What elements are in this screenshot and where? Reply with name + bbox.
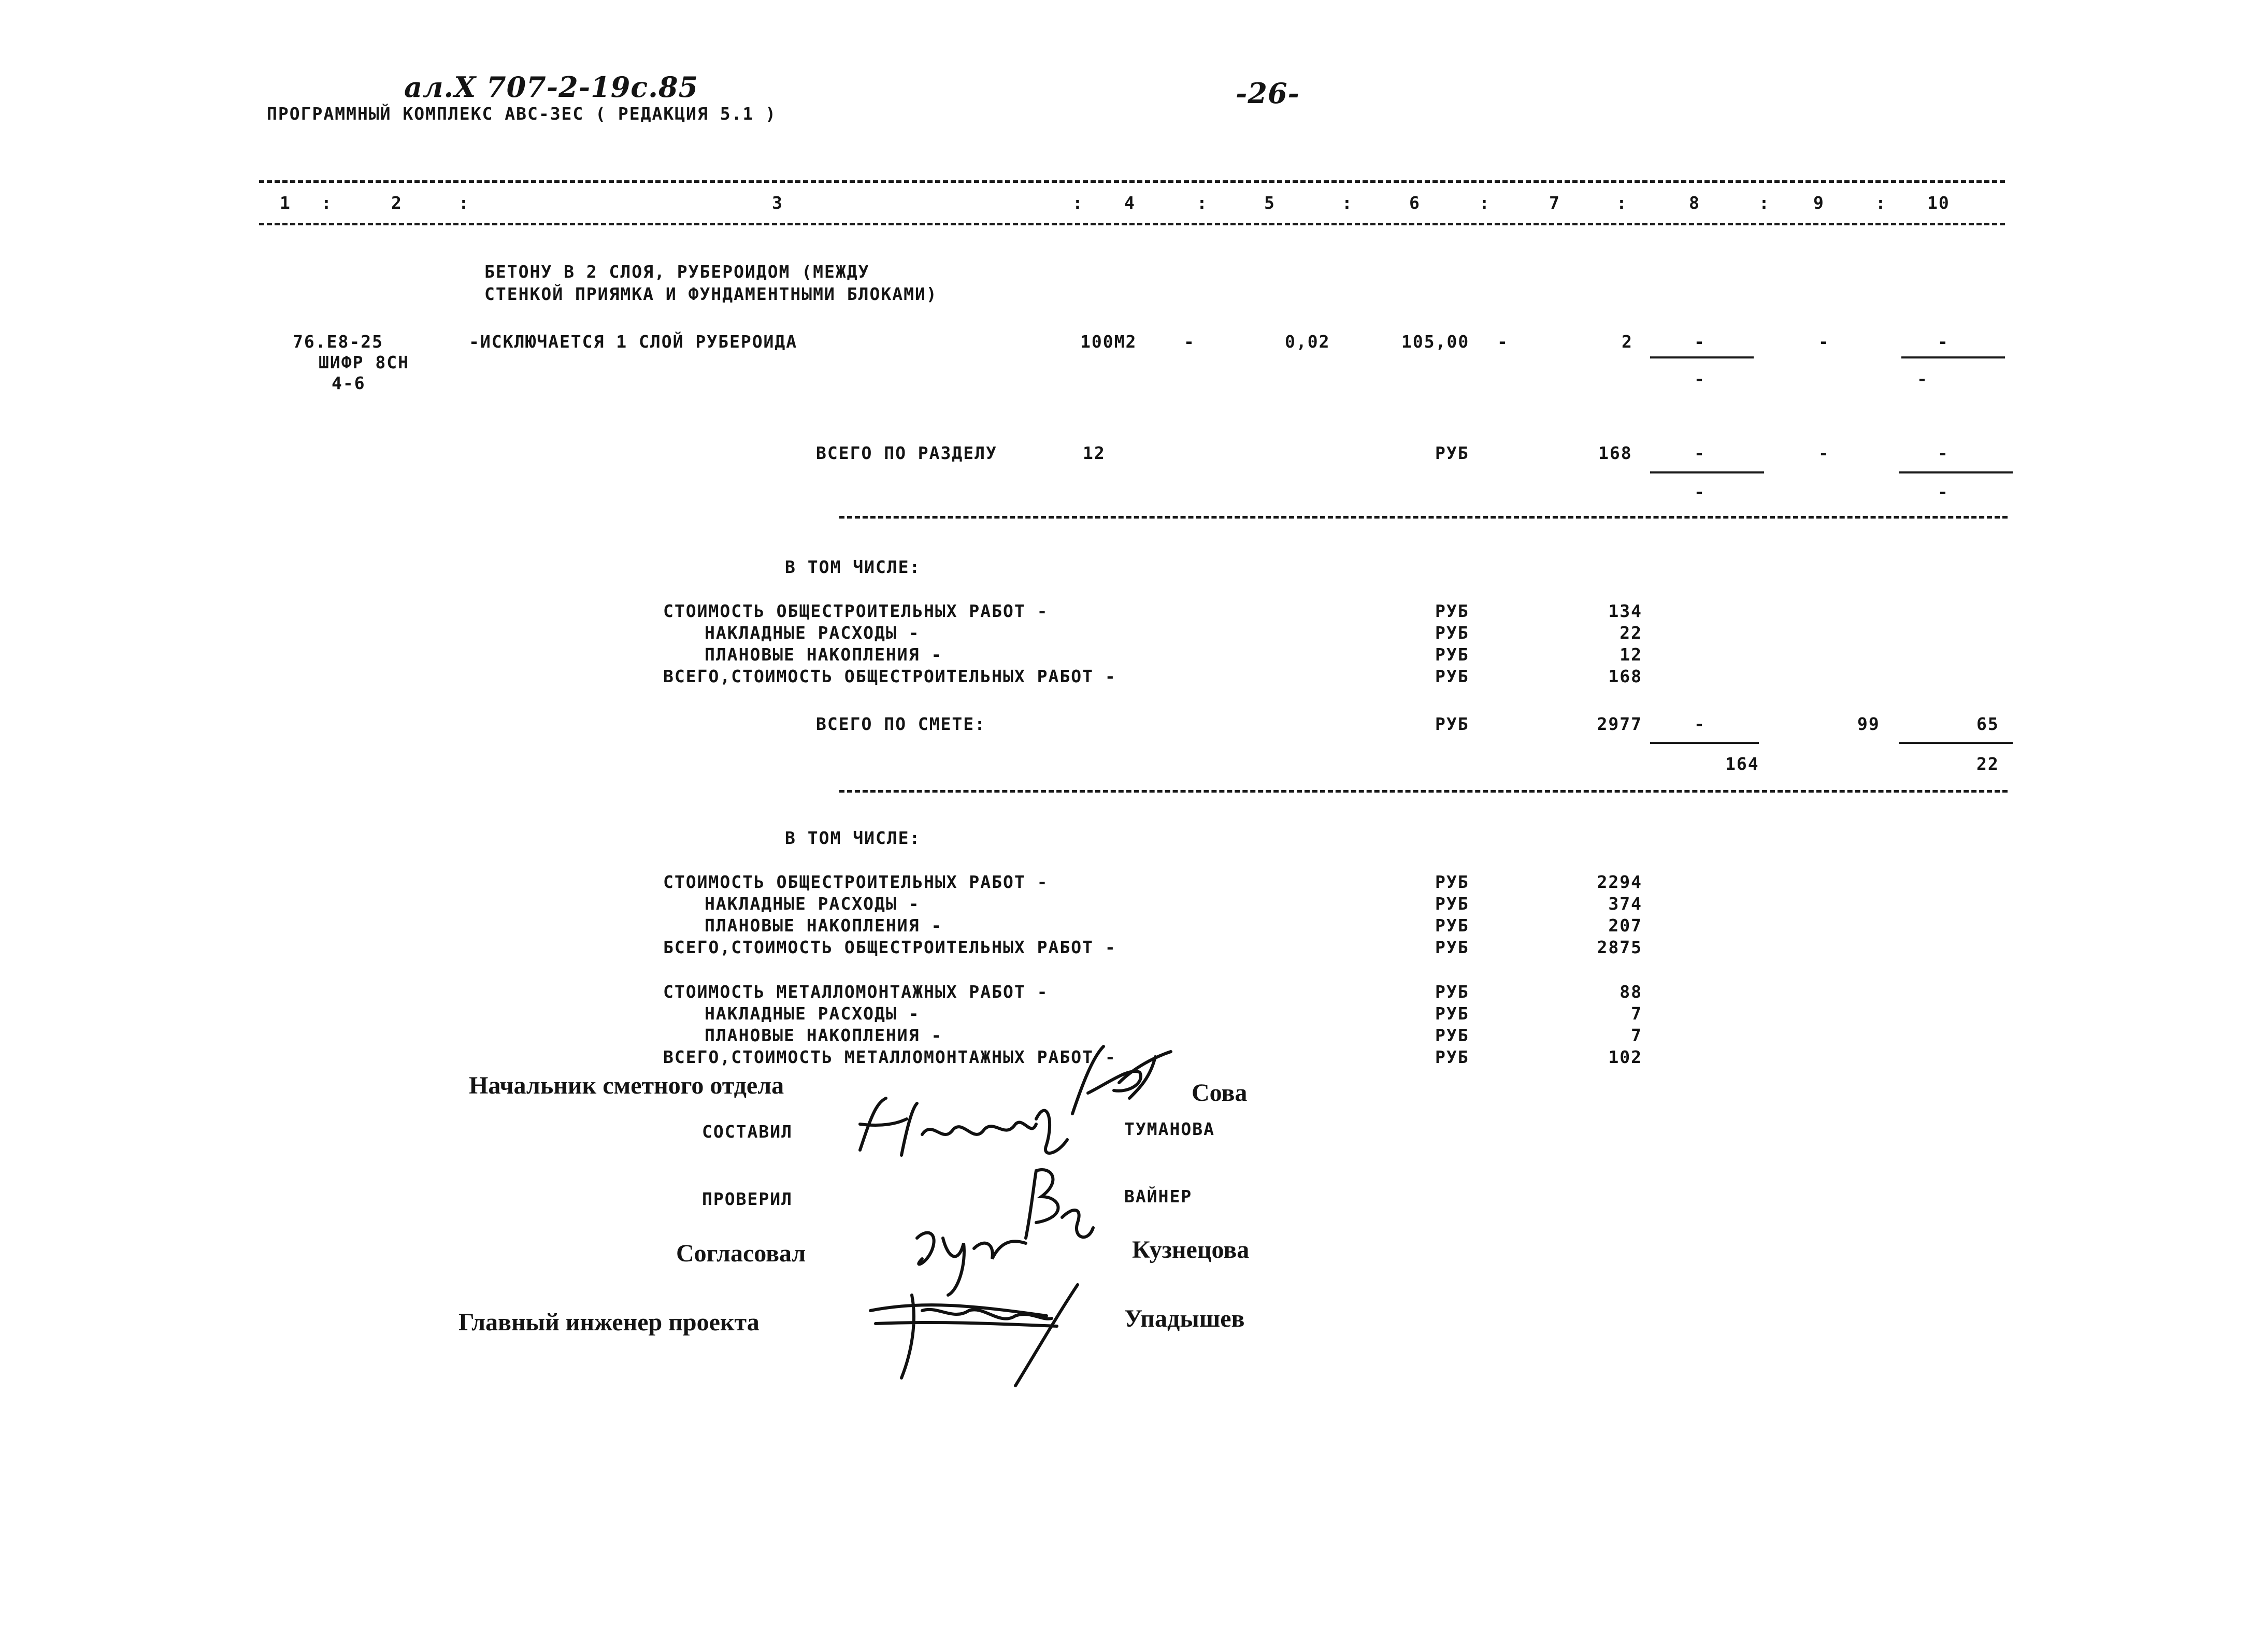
breakdown-value: 12	[1620, 644, 1642, 665]
estimate-col8-underline	[1650, 742, 1759, 744]
breakdown-label: НАКЛАДНЫЕ РАСХОДЫ -	[705, 894, 920, 914]
item-price-dash: -	[1497, 332, 1509, 352]
section-total-label: ВСЕГО ПО РАЗДЕЛУ	[816, 443, 997, 463]
estimate-total-col8-lower: 164	[1725, 754, 1759, 774]
estimate-breakdown-heading: В ТОМ ЧИСЛЕ:	[785, 828, 921, 848]
item-col8: -	[1694, 332, 1706, 352]
breakdown-value: 88	[1620, 982, 1642, 1002]
estimate-total-col9: 99	[1857, 714, 1880, 734]
breakdown-value: 22	[1620, 623, 1642, 643]
item-code-cipher: ШИФР 8СН	[319, 352, 409, 372]
breakdown-label: ВСЕГО,СТОИМОСТЬ МЕТАЛЛОМОНТАЖНЫХ РАБОТ -	[663, 1047, 1116, 1067]
breakdown-label: СТОИМОСТЬ ОБЩЕСТРОИТЕЛЬНЫХ РАБОТ -	[663, 601, 1049, 621]
compiled-by-title: СОСТАВИЛ	[702, 1122, 793, 1142]
head-of-department-name: Сова	[1192, 1079, 1248, 1107]
column-separator: :	[1072, 193, 1084, 213]
breakdown-value: 2294	[1597, 872, 1642, 892]
section-total-col8-lower: -	[1694, 482, 1706, 502]
program-title: ПРОГРАММНЫЙ КОМПЛЕКС АВС-3ЕС ( РЕДАКЦИЯ 5.1 )	[267, 104, 777, 124]
column-header: 1	[280, 193, 291, 213]
section-total-col8: -	[1694, 443, 1706, 463]
item-code: 76.Е8-25	[293, 332, 383, 352]
breakdown-value: 374	[1608, 894, 1642, 914]
estimate-total-value: 2977	[1597, 714, 1642, 734]
breakdown-label: ПЛАНОВЫЕ НАКОПЛЕНИЯ -	[705, 915, 943, 936]
column-separator: :	[321, 193, 333, 213]
section-rule	[839, 516, 2008, 519]
head-of-department-title: Начальник сметного отдела	[469, 1072, 784, 1099]
column-header: 4	[1124, 193, 1136, 213]
column-separator: :	[1342, 193, 1353, 213]
section-total-value: 168	[1598, 443, 1632, 463]
section-breakdown-heading: В ТОМ ЧИСЛЕ:	[785, 557, 921, 577]
column-separator: :	[458, 193, 470, 213]
breakdown-value: 7	[1631, 1025, 1642, 1045]
section-number: 12	[1083, 443, 1106, 463]
checked-by-name: ВАЙНЕР	[1124, 1186, 1193, 1206]
estimate-total-col8: -	[1694, 714, 1706, 734]
breakdown-label: ПЛАНОВЫЕ НАКОПЛЕНИЯ -	[705, 1025, 943, 1045]
column-header: 3	[772, 193, 783, 213]
continuation-line: БЕТОНУ В 2 СЛОЯ, РУБЕРОИДОМ (МЕЖДУ	[484, 262, 870, 282]
column-header: 2	[391, 193, 403, 213]
column-header: 6	[1409, 193, 1421, 213]
breakdown-unit: РУБ	[1435, 872, 1469, 892]
estimate-total-unit: РУБ	[1435, 714, 1469, 734]
column-separator: :	[1875, 193, 1887, 213]
breakdown-unit: РУБ	[1435, 1003, 1469, 1024]
estimate-total-col10-lower: 22	[1976, 754, 1999, 774]
column-separator: :	[1616, 193, 1628, 213]
section-total-col9: -	[1818, 443, 1830, 463]
breakdown-unit: РУБ	[1435, 915, 1469, 936]
estimate-total-label: ВСЕГО ПО СМЕТЕ:	[816, 714, 986, 734]
breakdown-unit: РУБ	[1435, 894, 1469, 914]
item-col10: -	[1938, 332, 1949, 352]
signature-compiled-by	[850, 1088, 1078, 1166]
breakdown-unit: РУБ	[1435, 623, 1469, 643]
breakdown-value: 168	[1608, 666, 1642, 686]
column-header: 8	[1689, 193, 1700, 213]
breakdown-unit: РУБ	[1435, 1025, 1469, 1045]
item-description: -ИСКЛЮЧАЕТСЯ 1 СЛОЙ РУБЕРОИДА	[469, 332, 798, 352]
checked-by-title: ПРОВЕРИЛ	[702, 1189, 793, 1209]
estimate-total-col10: 65	[1976, 714, 1999, 734]
item-quantity: 0,02	[1285, 332, 1330, 352]
breakdown-label: НАКЛАДНЫЕ РАСХОДЫ -	[705, 623, 920, 643]
chief-engineer-name: Упадышев	[1124, 1305, 1245, 1332]
section-col8-underline	[1650, 471, 1764, 473]
column-separator: :	[1197, 193, 1208, 213]
breakdown-value: 207	[1608, 915, 1642, 936]
column-header: 5	[1264, 193, 1276, 213]
item-total: 2	[1622, 332, 1633, 352]
column-header: 10	[1927, 193, 1950, 213]
breakdown-label: НАКЛАДНЫЕ РАСХОДЫ -	[705, 1003, 920, 1024]
section-col10-underline	[1899, 471, 2013, 473]
estimate-col10-underline	[1899, 742, 2013, 744]
breakdown-unit: РУБ	[1435, 601, 1469, 621]
item-col5: -	[1184, 332, 1195, 352]
breakdown-value: 7	[1631, 1003, 1642, 1024]
compiled-by-name: ТУМАНОВА	[1124, 1119, 1215, 1139]
page-number: -26-	[1236, 77, 1300, 110]
breakdown-unit: РУБ	[1435, 666, 1469, 686]
breakdown-label: ПЛАНОВЫЕ НАКОПЛЕНИЯ -	[705, 644, 943, 665]
column-separator: :	[1479, 193, 1491, 213]
breakdown-value: 2875	[1597, 937, 1642, 957]
column-separator: :	[1759, 193, 1770, 213]
col8-underline	[1650, 356, 1754, 358]
header-rule-top	[259, 180, 2005, 183]
signature-chief-engineer	[860, 1274, 1098, 1388]
item-col10-lower: -	[1917, 369, 1928, 389]
item-unit: 100М2	[1080, 332, 1137, 352]
breakdown-value: 134	[1608, 601, 1642, 621]
breakdown-label: ВСЕГО,СТОИМОСТЬ ОБЩЕСТРОИТЕЛЬНЫХ РАБОТ -	[663, 666, 1116, 686]
item-code-ref: 4-6	[332, 373, 366, 393]
column-header: 7	[1549, 193, 1560, 213]
album-reference: ал.X 707-2-19с.85	[404, 70, 699, 104]
section-total-unit: РУБ	[1435, 443, 1469, 463]
col10-underline	[1901, 356, 2005, 358]
breakdown-unit: РУБ	[1435, 1047, 1469, 1067]
agreed-by-title: Согласовал	[676, 1240, 806, 1267]
header-rule-bottom	[259, 223, 2005, 225]
breakdown-unit: РУБ	[1435, 937, 1469, 957]
chief-engineer-title: Главный инженер проекта	[458, 1309, 760, 1336]
section-total-col10: -	[1938, 443, 1949, 463]
agreed-by-name: Кузнецова	[1132, 1236, 1250, 1263]
estimate-rule	[839, 790, 2008, 793]
item-col9: -	[1818, 332, 1830, 352]
breakdown-label: БСЕГО,СТОИМОСТЬ ОБЩЕСТРОИТЕЛЬНЫХ РАБОТ -	[663, 937, 1116, 957]
breakdown-unit: РУБ	[1435, 982, 1469, 1002]
item-col8-lower: -	[1694, 369, 1706, 389]
breakdown-unit: РУБ	[1435, 644, 1469, 665]
item-price: 105,00	[1401, 332, 1470, 352]
continuation-line: СТЕНКОЙ ПРИЯМКА И ФУНДАМЕНТНЫМИ БЛОКАМИ)	[484, 284, 938, 304]
column-header: 9	[1813, 193, 1825, 213]
breakdown-label: СТОИМОСТЬ МЕТАЛЛОМОНТАЖНЫХ РАБОТ -	[663, 982, 1049, 1002]
section-total-col10-lower: -	[1938, 482, 1949, 502]
breakdown-label: СТОИМОСТЬ ОБЩЕСТРОИТЕЛЬНЫХ РАБОТ -	[663, 872, 1049, 892]
breakdown-value: 102	[1608, 1047, 1642, 1067]
